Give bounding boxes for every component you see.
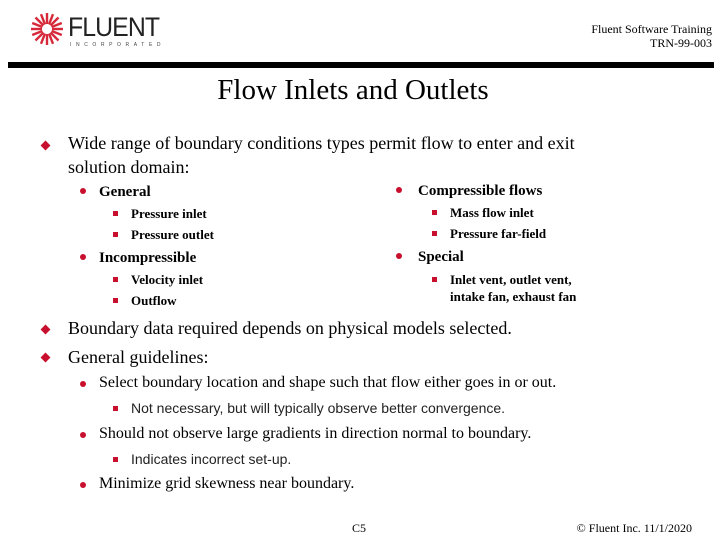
square-bullet-icon (113, 298, 118, 303)
bullet-text: General guidelines: (68, 347, 209, 367)
sub-sub-bullet: Not necessary, but will typically observe better convergence. (131, 400, 506, 416)
dot-bullet-icon (80, 482, 86, 488)
square-bullet-icon (432, 210, 437, 215)
sub-bullet: Should not observe large gradients in direction normal to boundary. (99, 425, 532, 442)
diamond-bullet-icon (41, 141, 51, 151)
sub-sub-bullet: Pressure inlet (131, 206, 207, 221)
sub-sub-bullet: Pressure far-field (450, 226, 547, 241)
slide-title: Flow Inlets and Outlets (217, 74, 489, 106)
sub-bullet: General (99, 184, 151, 200)
sub-bullet: Select boundary location and shape such that flow either goes in or out. (99, 374, 557, 391)
sub-bullet: Minimize grid skewness near boundary. (99, 475, 355, 492)
page-number: C5 (352, 521, 367, 535)
sub-bullet: Compressible flows (418, 183, 543, 199)
square-bullet-icon (432, 277, 437, 282)
sub-bullet: Special (418, 249, 464, 265)
header-divider (8, 62, 714, 68)
sub-sub-bullet: Outflow (131, 293, 177, 308)
course-code: TRN-99-003 (650, 36, 712, 50)
dot-bullet-icon (80, 254, 86, 260)
square-bullet-icon (113, 232, 118, 237)
sub-bullet: Incompressible (99, 250, 197, 266)
square-bullet-icon (113, 406, 118, 411)
diamond-bullet-icon (41, 353, 51, 363)
bullet-text: Boundary data required depends on physical models selected. (68, 318, 512, 338)
dot-bullet-icon (80, 432, 86, 438)
dot-bullet-icon (80, 381, 86, 387)
sub-sub-bullet: Pressure outlet (131, 227, 214, 242)
dot-bullet-icon (396, 253, 402, 259)
copyright: © Fluent Inc. 11/1/2020 (576, 521, 692, 535)
dot-bullet-icon (80, 188, 86, 194)
sub-sub-bullet: Inlet vent, outlet vent, (450, 272, 572, 287)
sunburst-logo-icon (30, 12, 64, 46)
logo-text: FLUENT (68, 12, 160, 42)
square-bullet-icon (113, 457, 118, 462)
logo-subtext: INCORPORATED (70, 42, 166, 48)
square-bullet-icon (113, 277, 118, 282)
sub-sub-bullet-cont: intake fan, exhaust fan (450, 289, 577, 304)
dot-bullet-icon (396, 187, 402, 193)
bullet-text-cont: solution domain: (68, 157, 190, 177)
fluent-logo (30, 12, 166, 48)
course-name: Fluent Software Training (591, 22, 712, 36)
square-bullet-icon (113, 211, 118, 216)
square-bullet-icon (432, 231, 437, 236)
diamond-bullet-icon (41, 325, 51, 335)
bullet-text: Wide range of boundary conditions types permit flow to enter and exit (68, 133, 575, 153)
header-info (591, 22, 712, 50)
sub-sub-bullet: Mass flow inlet (450, 205, 534, 220)
sub-sub-bullet: Indicates incorrect set-up. (131, 451, 292, 467)
sub-sub-bullet: Velocity inlet (131, 272, 204, 287)
